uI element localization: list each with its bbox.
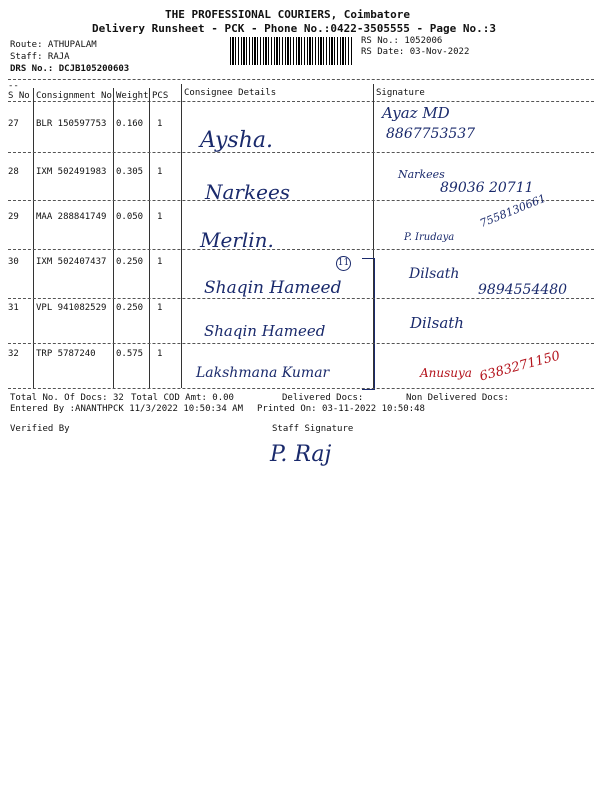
row-pcs: 1	[157, 167, 163, 177]
row-weight: 0.250	[116, 257, 144, 267]
row-consignment: VPL 941082529	[36, 303, 107, 313]
row-consignment: IXM 502491983	[36, 167, 107, 177]
row-pcs: 1	[157, 349, 163, 359]
company-name: THE PROFESSIONAL COURIERS, Coimbatore	[165, 8, 411, 21]
row-pcs: 1	[157, 119, 163, 129]
staff-signature: P. Raj	[270, 442, 332, 467]
delivered-docs: Delivered Docs:	[282, 393, 364, 403]
row-divider	[8, 298, 594, 299]
row-consignment: IXM 502407437	[36, 257, 107, 267]
non-delivered-docs: Non Delivered Docs:	[406, 393, 509, 403]
barcode	[230, 37, 352, 65]
row-pcs: 1	[157, 303, 163, 313]
row-sno: 29	[8, 212, 19, 222]
row-sno: 32	[8, 349, 19, 359]
staff-label: Staff: RAJA	[10, 52, 70, 62]
circle-mark: 11	[336, 256, 351, 271]
col-header-consignment: Consignment No	[36, 91, 112, 101]
consignee-handwriting: Shaqin Hameed	[204, 278, 342, 298]
receiver-phone: 89036 20711	[440, 180, 534, 196]
consignee-handwriting: Merlin.	[200, 228, 274, 252]
staff-signature-label: Staff Signature	[272, 424, 354, 434]
row-weight: 0.250	[116, 303, 144, 313]
row-divider	[8, 200, 594, 201]
consignee-handwriting: Lakshmana Kumar	[196, 365, 330, 381]
receiver-signature: Ayaz MD	[382, 104, 450, 122]
row-consignment: BLR 150597753	[36, 119, 107, 129]
row-sno: 28	[8, 167, 19, 177]
rs-date: RS Date: 03-Nov-2022	[361, 47, 470, 57]
divider	[8, 101, 594, 102]
receiver-phone: 6383271150	[478, 348, 562, 385]
row-pcs: 1	[157, 257, 163, 267]
receiver-phone: 8867753537	[386, 126, 476, 142]
consignee-handwriting: Narkees	[205, 180, 291, 204]
route-label: Route: ATHUPALAM	[10, 40, 97, 50]
receiver-phone: 9894554480	[478, 282, 568, 298]
receiver-signature: P. Irudaya	[404, 232, 455, 243]
row-divider	[8, 388, 594, 389]
row-weight: 0.305	[116, 167, 144, 177]
divider	[8, 79, 594, 80]
bracket-mark	[362, 258, 375, 390]
row-sno: 27	[8, 119, 19, 129]
row-divider	[8, 249, 594, 250]
col-header-sno: S No	[8, 91, 30, 101]
consignee-handwriting: Aysha.	[200, 128, 273, 153]
receiver-phone: 7558130661	[478, 191, 548, 231]
total-docs: Total No. Of Docs: 32	[10, 393, 124, 403]
row-sno: 31	[8, 303, 19, 313]
row-weight: 0.575	[116, 349, 144, 359]
row-sno: 30	[8, 257, 19, 267]
col-header-pcs: PCS	[152, 91, 169, 101]
total-cod: Total COD Amt: 0.00	[131, 393, 234, 403]
row-pcs: 1	[157, 212, 163, 222]
verified-by-label: Verified By	[10, 424, 70, 434]
row-divider	[8, 152, 594, 153]
runsheet-title: Delivery Runsheet - PCK - Phone No.:0422-3505555 - Page No.:3	[92, 22, 496, 35]
receiver-signature: Anusuya	[420, 366, 472, 380]
col-header-consignee: Consignee Details	[184, 88, 277, 98]
receiver-signature: Dilsath	[409, 266, 460, 282]
receiver-signature: Narkees	[398, 168, 445, 181]
row-weight: 0.160	[116, 119, 144, 129]
entered-by: Entered By :ANANTHPCK 11/3/2022 10:50:34 AM	[10, 404, 243, 414]
printed-on: Printed On: 03-11-2022 10:50:48	[257, 404, 425, 414]
row-consignment: TRP 5787240	[36, 349, 96, 359]
row-consignment: MAA 288841749	[36, 212, 107, 222]
rs-number: RS No.: 1052006	[361, 36, 443, 46]
drs-number: DRS No.: DCJB105200603	[10, 64, 130, 74]
consignee-handwriting: Shaqin Hameed	[204, 322, 326, 340]
col-header-signature: Signature	[376, 88, 425, 98]
receiver-signature: Dilsath	[410, 314, 464, 332]
col-header-weight: Weight	[116, 91, 149, 101]
row-weight: 0.050	[116, 212, 144, 222]
row-divider	[8, 343, 594, 344]
